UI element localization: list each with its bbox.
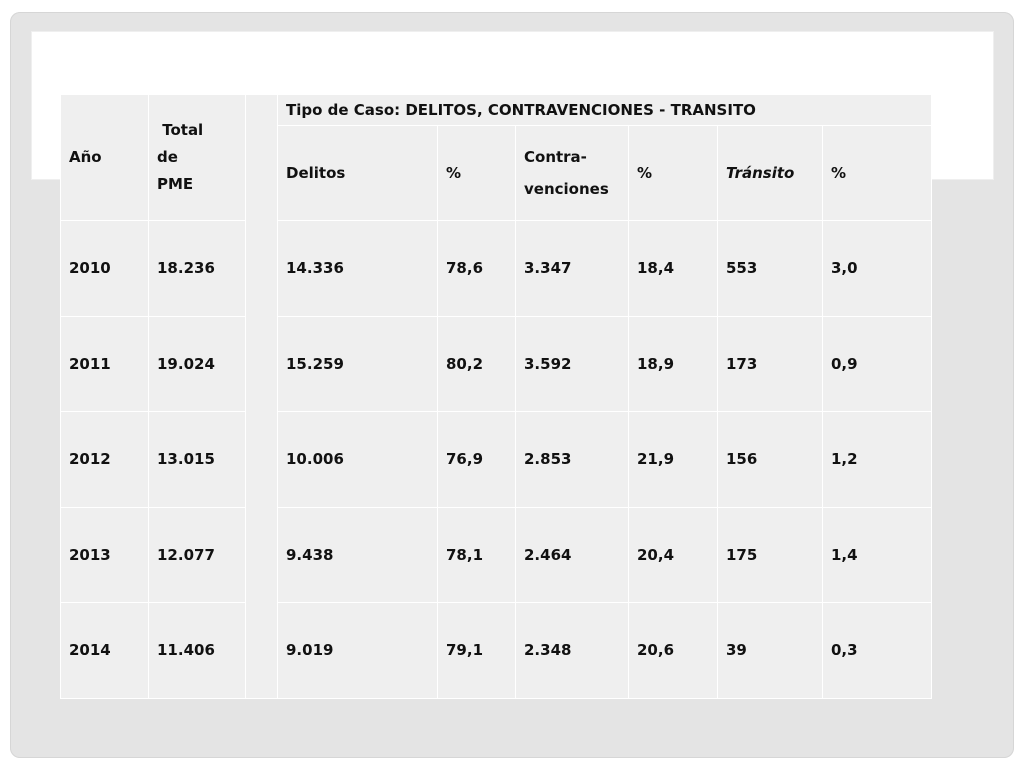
cell-transito: 173 — [718, 317, 823, 412]
header-transito-pct: % — [823, 126, 932, 221]
header-contra-line-2: venciones — [524, 180, 609, 198]
table-row — [61, 317, 932, 412]
cell-delitos: 14.336 — [278, 221, 438, 317]
cell-contravenciones-pct: 18,9 — [629, 317, 718, 412]
cell-delitos: 15.259 — [278, 317, 438, 412]
header-delitos: Delitos — [278, 126, 438, 221]
cell-total: 19.024 — [149, 317, 246, 412]
cell-delitos-pct: 78,1 — [438, 508, 516, 603]
header-total-line-3: PME — [157, 175, 194, 193]
cell-contravenciones: 3.347 — [516, 221, 629, 317]
cell-transito-pct: 3,0 — [823, 221, 932, 317]
cell-year: 2011 — [61, 317, 149, 412]
header-delitos-pct: % — [438, 126, 516, 221]
cell-transito: 175 — [718, 508, 823, 603]
header-total-line-1: Total — [157, 121, 204, 139]
header-transito: Tránsito — [718, 126, 823, 221]
cases-table — [60, 94, 932, 699]
cell-contravenciones-pct: 21,9 — [629, 412, 718, 508]
cell-transito-pct: 1,2 — [823, 412, 932, 508]
cell-delitos-pct: 78,6 — [438, 221, 516, 317]
header-total-line-2: de — [157, 148, 178, 166]
cell-total: 13.015 — [149, 412, 246, 508]
cell-contravenciones: 2.853 — [516, 412, 629, 508]
header-year: Año — [61, 95, 149, 221]
header-total — [149, 95, 246, 221]
cell-total: 18.236 — [149, 221, 246, 317]
cell-year: 2010 — [61, 221, 149, 317]
table-header-row-top — [61, 95, 932, 126]
cell-transito: 39 — [718, 603, 823, 699]
cell-contravenciones: 2.464 — [516, 508, 629, 603]
cell-transito-pct: 1,4 — [823, 508, 932, 603]
cell-delitos-pct: 76,9 — [438, 412, 516, 508]
header-contra-line-1: Contra- — [524, 148, 587, 166]
table-row — [61, 603, 932, 699]
cell-transito-pct: 0,3 — [823, 603, 932, 699]
header-contravenciones — [516, 126, 629, 221]
cell-delitos-pct: 80,2 — [438, 317, 516, 412]
table-row — [61, 508, 932, 603]
cell-contravenciones-pct: 20,4 — [629, 508, 718, 603]
cell-delitos: 9.019 — [278, 603, 438, 699]
cell-transito: 156 — [718, 412, 823, 508]
table-row — [61, 412, 932, 508]
cell-delitos: 9.438 — [278, 508, 438, 603]
cell-year: 2014 — [61, 603, 149, 699]
cell-contravenciones: 3.592 — [516, 317, 629, 412]
cell-total: 11.406 — [149, 603, 246, 699]
header-case-type: Tipo de Caso: DELITOS, CONTRAVENCIONES - TRANSITO — [278, 95, 932, 126]
cell-delitos-pct: 79,1 — [438, 603, 516, 699]
header-contravenciones-pct: % — [629, 126, 718, 221]
spacer-column — [246, 95, 278, 699]
cell-contravenciones-pct: 20,6 — [629, 603, 718, 699]
cell-year: 2013 — [61, 508, 149, 603]
table-row — [61, 221, 932, 317]
cell-year: 2012 — [61, 412, 149, 508]
cell-transito: 553 — [718, 221, 823, 317]
cell-contravenciones-pct: 18,4 — [629, 221, 718, 317]
cell-transito-pct: 0,9 — [823, 317, 932, 412]
cell-total: 12.077 — [149, 508, 246, 603]
cell-contravenciones: 2.348 — [516, 603, 629, 699]
cell-delitos: 10.006 — [278, 412, 438, 508]
